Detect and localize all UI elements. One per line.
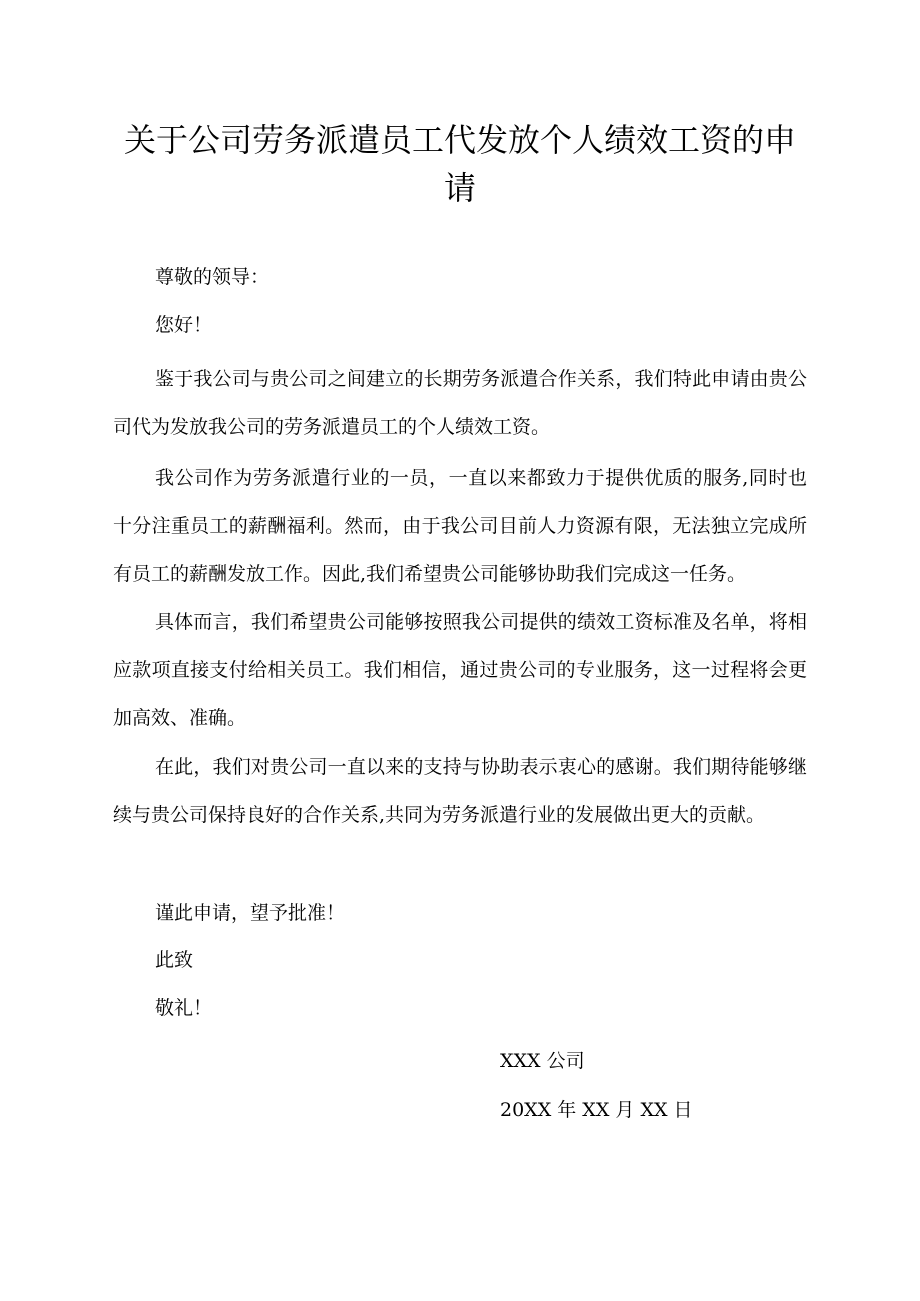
closing-line-1: 此致 (155, 949, 194, 971)
salutation: 尊敬的领导： (155, 266, 270, 288)
paragraph-2: 我公司作为劳务派遣行业的一员，一直以来都致力于提供优质的服务,同时也十分注重员工的薪酬福利。然而，由于我公司目前人力资源有限，无法独立完成所有员工的薪酬发放工作。因此,我们希望贵公司能够协助我们完成这一任务。 (113, 467, 807, 585)
paragraph-1: 鉴于我公司与贵公司之间建立的长期劳务派遣合作关系，我们特此申请由贵公司代为发放我公司的劳务派遣员工的个人绩效工资。 (113, 368, 807, 438)
signature-company: XXX 公司 (500, 1050, 585, 1072)
paragraph-3: 具体而言，我们希望贵公司能够按照我公司提供的绩效工资标准及名单，将相应款项直接支付给相关员工。我们相信，通过贵公司的专业服务，这一过程将会更加高效、准确。 (113, 611, 807, 729)
signature-date: 20XX 年 XX 月 XX 日 (500, 1099, 693, 1121)
closing-request: 谨此申请，望予批准！ (155, 902, 346, 924)
document-title: 关于公司劳务派遣员工代发放个人绩效工资的申请 (123, 121, 796, 207)
closing-line-2: 敬礼！ (155, 997, 213, 1019)
greeting: 您好！ (155, 314, 213, 336)
paragraph-4: 在此，我们对贵公司一直以来的支持与协助表示衷心的感谢。我们期待能够继续与贵公司保持良好的合作关系,共同为劳务派遣行业的发展做出更大的贡献。 (113, 756, 807, 826)
